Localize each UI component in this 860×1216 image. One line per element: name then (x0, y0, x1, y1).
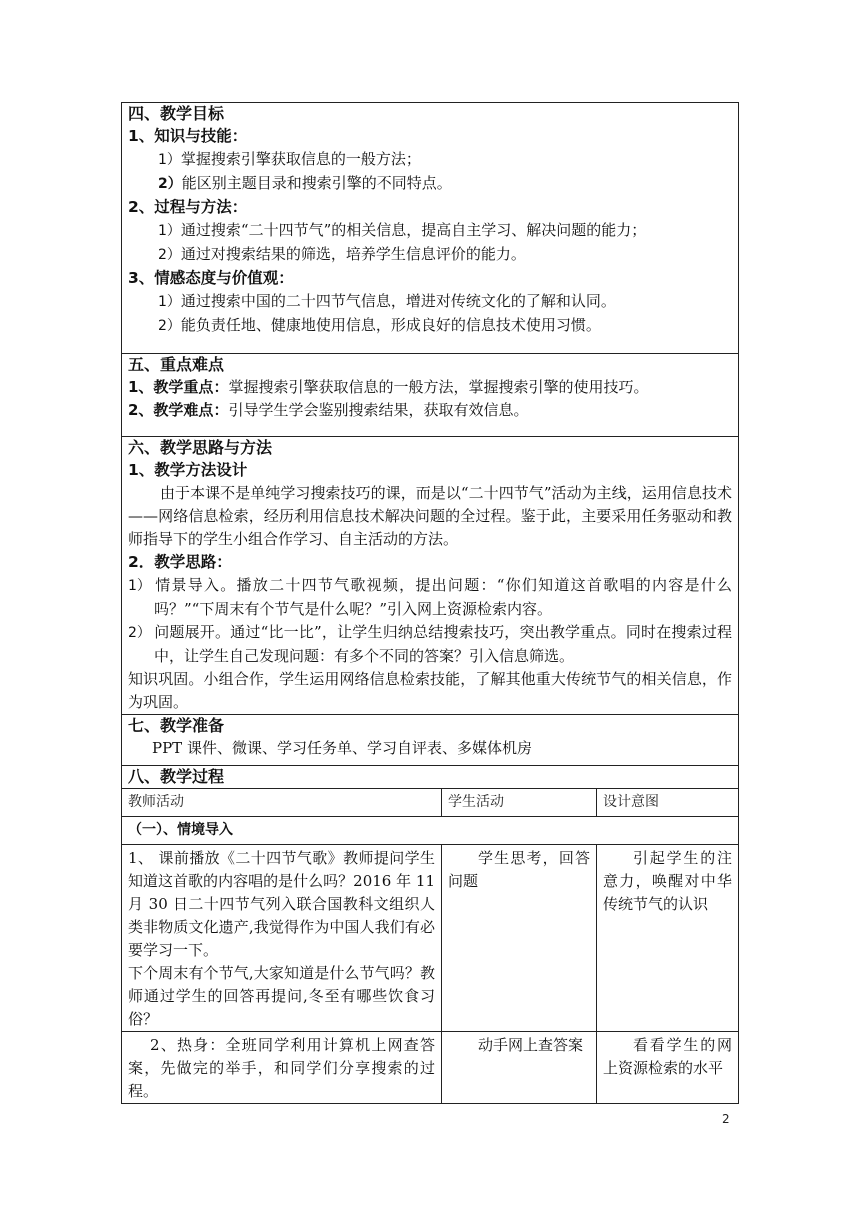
lesson-plan-table (121, 102, 739, 1104)
keypoints-title: 五、重点难点 (128, 355, 225, 374)
student-activity-cell: 动手网上查答案 (442, 1032, 597, 1104)
procedure-title: 八、教学过程 (128, 767, 225, 786)
list-item: 2）能区别主题目录和搜索引擎的不同特点。 (158, 174, 452, 192)
list-item: 2）能负责任地、健康地使用信息，形成良好的信息技术使用习惯。 (158, 316, 601, 334)
objectives-title: 四、教学目标 (128, 104, 225, 123)
student-activity-cell: 学生思考，回答问题 (442, 845, 597, 1032)
list-item: 1）通过搜索中国的二十四节气信息，增进对传统文化的了解和认同。 (158, 292, 616, 310)
header-intent: 设计意图 (597, 789, 739, 817)
method-text: 由于本课不是单纯学习搜索技巧的课，而是以“二十四节气”活动为主线，运用信息技术——网络信息检索，经历利用信息技术解决问题的全过程。鉴于此，主要采用任务驱动和教师指导下的学生小组合作学习、自主活动的方法。 (128, 484, 733, 548)
difficulty-line: 2、教学难点：引导学生学会鉴别搜索结果，获取有效信息。 (128, 401, 529, 419)
list-item: 2）通过对搜索结果的筛选，培养学生信息评价的能力。 (158, 245, 526, 263)
method-title: 1、教学方法设计 (128, 461, 248, 479)
header-student: 学生活动 (442, 789, 597, 817)
approach-section (122, 437, 739, 715)
teacher-activity-cell: 1、 课前播放《二十四节气歌》教师提问学生知道这首歌的内容唱的是什么吗？2016 年 11 月 30 日二十四节气列入联合国教科文组织人类非物质文化遗产,我觉得作为中国人我们有必要学习一下。 下个周末有个节气,大家知道是什么节气吗？教师通过学生的回答再提问,冬至有哪些饮食习俗？ (122, 845, 442, 1032)
keypoints-section (122, 354, 739, 437)
phase-row (122, 817, 739, 845)
knowledge-title: 1、知识与技能： (128, 127, 248, 145)
preparation-section (122, 715, 739, 766)
teacher-activity-cell: 2、热身：全班同学利用计算机上网查答案，先做完的举手，和同学们分享搜索的过程。 (122, 1032, 442, 1104)
preparation-title: 七、教学准备 (128, 716, 225, 735)
list-item: 2） 问题展开。通过“比一比”，让学生归纳总结搜索技巧，突出教学重点。同时在搜索过程中，让学生自己发现问题：有多个不同的答案？引入信息筛选。 (128, 623, 733, 665)
table-row (122, 1032, 739, 1104)
table-header-row (122, 789, 739, 817)
process-title: 2、过程与方法： (128, 198, 248, 216)
objectives-section (122, 103, 739, 354)
page-number: 2 (722, 1112, 730, 1126)
preparation-text: PPT 课件、微课、学习任务单、学习自评表、多媒体机房 (152, 739, 532, 757)
phase1-title: （一）、情境导入 (122, 817, 739, 845)
header-teacher: 教师活动 (122, 789, 442, 817)
table-row (122, 845, 739, 1032)
design-intent-cell: 引起学生的注意力，唤醒对中华传统节气的认识 (597, 845, 739, 1032)
idea-title: 2．教学思路： (128, 553, 232, 571)
list-item: 1） 情景导入。播放二十四节气歌视频，提出问题：“你们知道这首歌唱的内容是什么吗？”“下周末有个节气是什么呢？”引入网上资源检索内容。 (128, 576, 733, 618)
procedure-section (122, 766, 739, 789)
consolidation-text: 知识巩固。小组合作，学生运用网络信息检索技能，了解其他重大传统节气的相关信息，作为巩固。 (128, 670, 733, 711)
focus-line: 1、教学重点：掌握搜索引擎获取信息的一般方法，掌握搜索引擎的使用技巧。 (128, 378, 649, 396)
list-item: 1）通过搜索“二十四节气”的相关信息，提高自主学习、解决问题的能力； (158, 221, 647, 239)
approach-title: 六、教学思路与方法 (128, 438, 273, 457)
attitude-title: 3、情感态度与价值观： (128, 269, 294, 287)
design-intent-cell: 看看学生的网上资源检索的水平 (597, 1032, 739, 1104)
list-item: 1）掌握搜索引擎获取信息的一般方法； (158, 150, 421, 168)
